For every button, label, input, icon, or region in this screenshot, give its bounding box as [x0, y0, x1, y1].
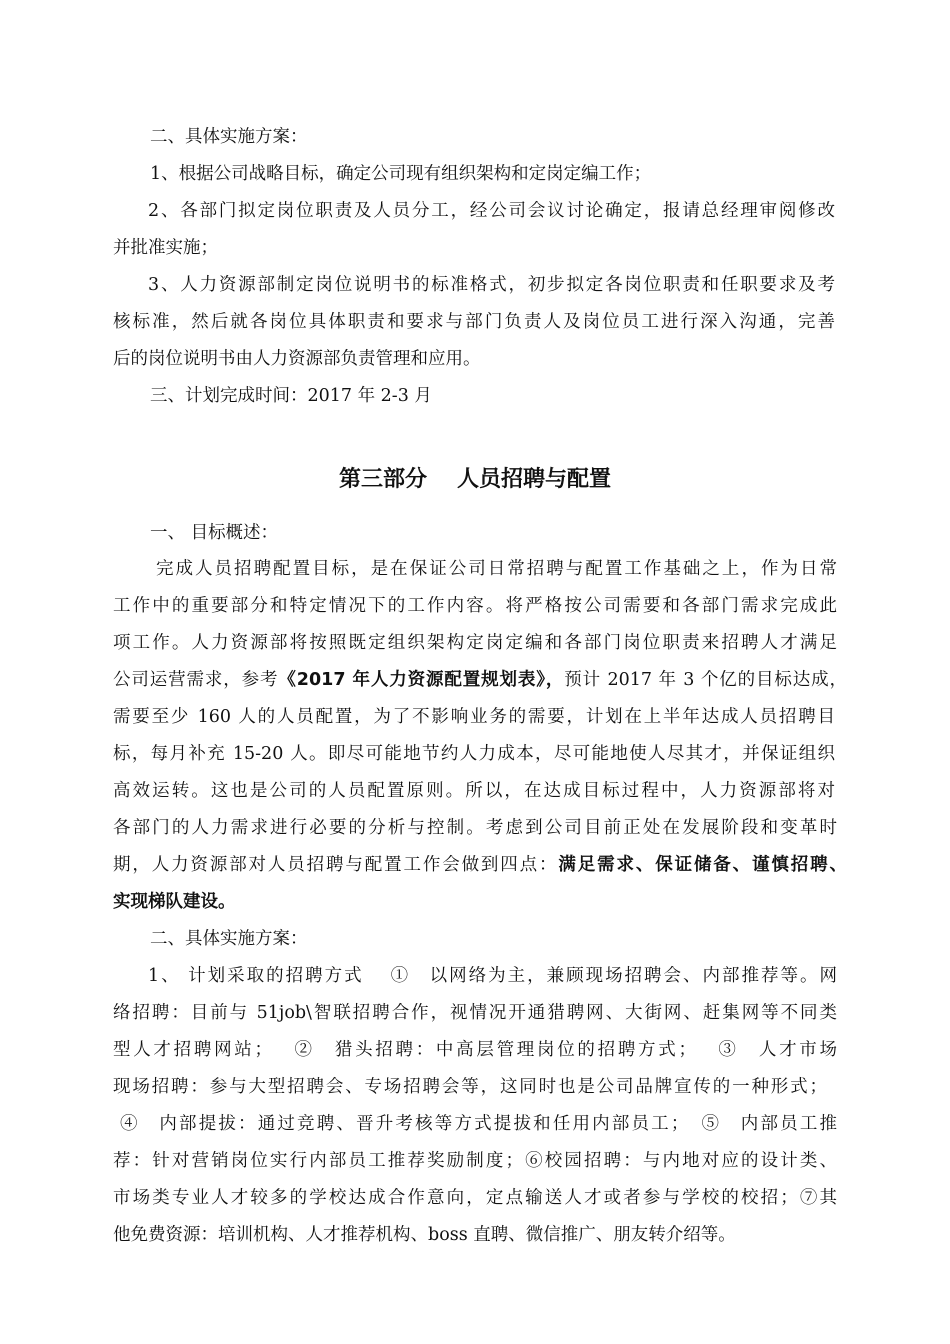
plan-table-reference: 《2017 年人力资源配置规划表》，	[278, 670, 565, 690]
overview-heading: 一、 目标概述：	[150, 523, 279, 543]
plan-item-2-line-2: 并批准实施；	[113, 238, 218, 258]
overview-line-7: 高效运转。这也是公司的人员配置原则。所以，在达成目标过程中，人力资源部将对	[113, 781, 835, 801]
section-title	[0, 465, 950, 495]
four-points-emphasis: 满足需求、保证储备、谨慎招聘、	[558, 855, 847, 875]
deadline-text: 三、计划完成时间：2017 年 2-3 月	[150, 386, 432, 406]
recruit-line-8: 他免费资源：培训机构、人才推荐机构、boss 直聘、微信推广、朋友转介绍等。	[113, 1225, 736, 1245]
overview-line-1: 完成人员招聘配置目标，是在保证公司日常招聘与配置工作基础之上，作为日常	[156, 559, 837, 579]
overview-line-3: 项工作。人力资源部将按照既定组织架构定岗定编和各部门岗位职责来招聘人才满足	[113, 633, 837, 653]
echelon-emphasis: 实现梯队建设。	[113, 892, 236, 912]
plan-item-3-line-1: 3、人力资源部制定岗位说明书的标准格式，初步拟定各岗位职责和任职要求及考	[148, 275, 835, 295]
overview-line-9	[113, 853, 847, 877]
overview-line-2: 工作中的重要部分和特定情况下的工作内容。将严格按公司需要和各部门需求完成此	[113, 596, 837, 616]
section-title-name: 人员招聘与配置	[457, 467, 612, 492]
recruit-line-6: 荐：针对营销岗位实行内部员工推荐奖励制度；⑥校园招聘：与内地对应的设计类、	[113, 1151, 837, 1171]
plan-heading: 二、具体实施方案：	[150, 127, 308, 147]
overview-line-9a: 期，人力资源部对人员招聘与配置工作会做到四点：	[113, 855, 559, 875]
overview-line-6: 标，每月补充 15-20 人。即尽可能地节约人力成本，尽可能地使人尽其才，并保证组织	[113, 744, 835, 764]
plan-item-1: 1、根据公司战略目标，确定公司现有组织架构和定岗定编工作；	[150, 164, 652, 184]
recruit-line-5: ④ 内部提拔：通过竞聘、晋升考核等方式提拔和任用内部员工； ⑤ 内部员工推	[120, 1114, 837, 1134]
overview-line-4c: 预计 2017 年 3 个亿的目标达成，	[564, 670, 848, 690]
overview-line-5: 需要至少 160 人的人员配置，为了不影响业务的需要，计划在上半年达成人员招聘目	[113, 707, 835, 727]
section-title-part: 第三部分	[338, 467, 427, 492]
plan-item-3-line-3: 后的岗位说明书由人力资源部负责管理和应用。	[113, 349, 481, 369]
recruit-line-1: 1、 计划采取的招聘方式 ① 以网络为主，兼顾现场招聘会、内部推荐等。网	[148, 966, 837, 986]
overview-line-4a: 公司运营需求，参考	[113, 670, 279, 690]
overview-line-8: 各部门的人力需求进行必要的分析与控制。考虑到公司目前正处在发展阶段和变革时	[113, 818, 837, 838]
recruit-line-7: 市场类专业人才较多的学校达成合作意向，定点输送人才或者参与学校的校招；⑦其	[113, 1188, 837, 1208]
overview-line-10	[113, 890, 236, 914]
plan-item-3-line-2: 核标准，然后就各岗位具体职责和要求与部门负责人及岗位员工进行深入沟通，完善	[113, 312, 835, 332]
recruit-line-2: 络招聘：目前与 51job\智联招聘合作，视情况开通猎聘网、大街网、赶集网等不同类	[113, 1003, 837, 1023]
recruit-line-3: 型人才招聘网站； ② 猎头招聘：中高层管理岗位的招聘方式； ③ 人才市场	[113, 1040, 837, 1060]
recruit-plan-heading: 二、具体实施方案：	[150, 929, 308, 949]
recruit-line-4: 现场招聘：参与大型招聘会、专场招聘会等，这同时也是公司品牌宣传的一种形式；	[113, 1077, 827, 1097]
overview-line-4	[113, 668, 847, 692]
plan-item-2-line-1: 2、各部门拟定岗位职责及人员分工，经公司会议讨论确定，报请总经理审阅修改	[148, 201, 835, 221]
